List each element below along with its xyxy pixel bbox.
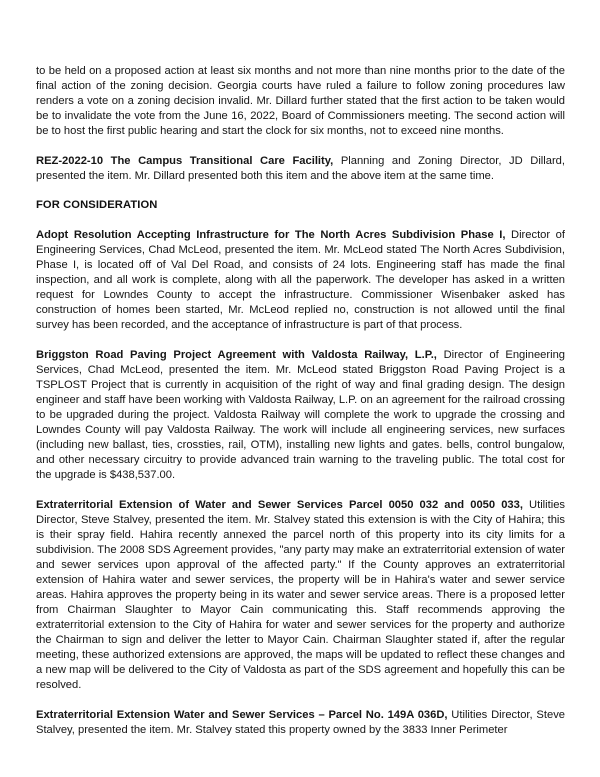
paragraph-zoning-procedures [36, 64, 565, 139]
paragraph-text: Director of Engineering Services, Chad McLeod, presented the item. Mr. McLeod stated Briggston Road Paving Project is a TSPLOST Project that is currently in acquisition of the right of way and final grading design. The design engineer and staff have been working with Valdosta Railway, L.P. on an agreement for the railroad crossing to be upgraded during the project. Valdosta Railway will complete the work to upgrade the crossing and Lowndes County will pay Valdosta Railway. The work will include all engineering services, new surfaces (including new ballast, ties, crossties, rail, OTM), installing new lights and gates. bells, control bungalow, and other necessary circuitry to provide advanced train warning to the traveling public. The total cost for the upgrade is $438,537.00. [36, 348, 565, 482]
paragraph-text: Utilities Director, Steve Stalvey, presented the item. Mr. Stalvey stated this property owned by the 3833 Inner Perimeter [36, 708, 565, 736]
paragraph-text: Director of Engineering Services, Chad McLeod, presented the item. Mr. McLeod stated The North Acres Subdivision, Phase I, is located off of Val Del Road, and consists of 24 lots. Engineering staff has made the final inspection, and all work is complete, along with all the paperwork. The developer has asked in a written request for Lowndes County to accept the infrastructure. Commissioner Wisenbaker asked has construction of homes been started, Mr. McLeod replied no, construction is not allowed until the final survey has been recorded, and the acceptance of infrastructure is part of that process. [36, 229, 565, 332]
paragraph-lead-in-parcel-0050: Extraterritorial Extension of Water and Sewer Services Parcel 0050 032 and 0050 033, [36, 498, 523, 511]
paragraph-extraterritorial-parcel-0050 [36, 498, 565, 694]
paragraph-briggston-road-paving [36, 348, 565, 483]
paragraph-rez-2022-10 [36, 154, 565, 184]
paragraph-text: Planning and Zoning Director, JD Dillard, presented the item. Mr. Dillard presented both this item and the above item at the same time. [36, 154, 565, 182]
paragraph-lead-in-parcel-149a: Extraterritorial Extension Water and Sewer Services – Parcel No. 149A 036D, [36, 708, 448, 721]
paragraph-extraterritorial-parcel-149a [36, 708, 565, 738]
paragraph-text: Utilities Director, Steve Stalvey, presented the item. Mr. Stalvey stated this extension is with the City of Hahira; this is their spray field. Hahira recently annexed the parcel north of this property into its city limits for a subdivision. The 2008 SDS Agreement provides, "any party may make an extraterritorial extension of water and sewer services upon approval of the affected party." If the County approves an extraterritorial extension of Hahira water and sewer services, the property will be in Hahira's water and sewer service areas. Hahira approves the property being in its water and sewer service areas. There is a proposed letter from Chairman Slaughter to Mayor Cain communicating this. Staff recommends approving the extraterritorial extension to the City of Hahira for water and sewer services for the property and authorize the Chairman to sign and deliver the letter to Mayor Cain. Chairman Slaughter stated if, after the regular meeting, these authorized extensions are approved, the maps will be updated to reflect these changes and a new map will be delivered to the City of Valdosta as part of the SDS agreement and hopefully this can be resolved. [36, 498, 566, 692]
paragraph-lead-in-briggston-road: Briggston Road Paving Project Agreement with Valdosta Railway, L.P., [36, 348, 437, 361]
paragraph-lead-in-north-acres: Adopt Resolution Accepting Infrastructure for The North Acres Subdivision Phase I, [36, 229, 506, 242]
document-body [36, 64, 565, 738]
paragraph-text: to be held on a proposed action at least six months and not more than nine months prior to the date of the final action of the zoning decision. Georgia courts have ruled a failure to follow zoning procedures law renders a vote on a zoning decision invalid. Mr. Dillard further stated that the first action to be taken would be to invalidate the vote from the June 16, 2022, Board of Commissioners meeting. The second action will be to host the first public hearing and start the clock for six months, not to exceed nine months. [36, 65, 565, 138]
heading-for-consideration: FOR CONSIDERATION [36, 199, 158, 212]
paragraph-lead-in-rez-2022-10: REZ-2022-10 The Campus Transitional Care Facility, [36, 154, 334, 167]
paragraph-north-acres-subdivision [36, 228, 565, 333]
